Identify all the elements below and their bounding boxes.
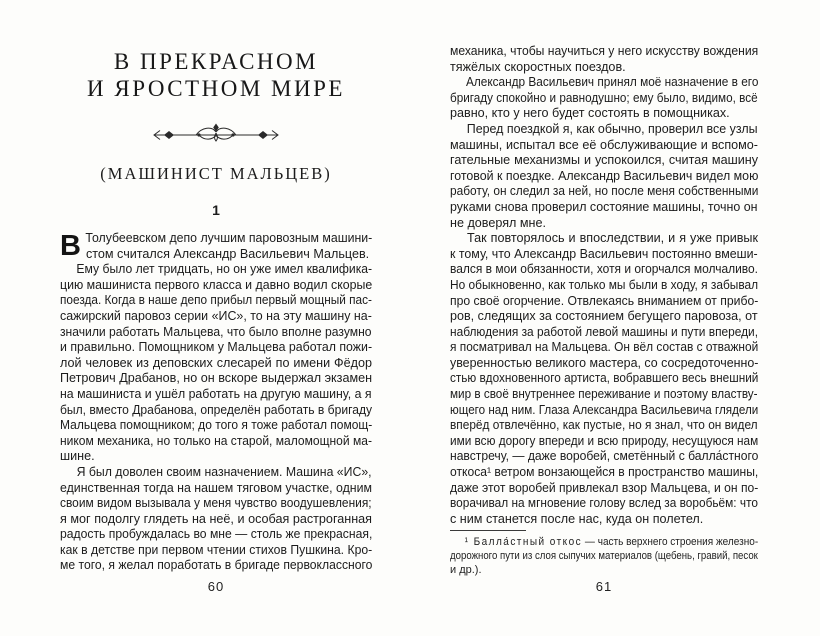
- page-left: [60, 0, 372, 636]
- section-number: 1: [212, 202, 220, 218]
- text-line: Александр Васильевич принял моё назначение в его: [465, 75, 759, 90]
- story-subtitle: (МАШИНИСТ МАЛЬЦЕВ): [100, 164, 332, 183]
- text-line: цию машиниста первого класса и давно водил скорые: [60, 277, 373, 292]
- footnote-line: [450, 536, 759, 550]
- text-line: вался в мои обязанности, хотя и огорчался молчаливо.: [450, 262, 758, 277]
- text-line: на машиниста и ушёл работать на другую машину, а я: [60, 386, 372, 401]
- footnote: [450, 530, 758, 577]
- text-line: ров, следящих за состоянием бегущего паровоза, от: [450, 309, 758, 324]
- text-line: откоса¹ ветром вонзающейся в пространство машины,: [450, 465, 759, 480]
- page-number-left: 60: [207, 579, 225, 594]
- text-line: Я был доволен своим назначением. Машина «ИС»,: [76, 464, 372, 479]
- text-line: вперёд отвлечённо, как пустые, но я знал, что он видел: [450, 418, 758, 433]
- text-line: уверенностью великого мастера, со сосредоточенно-: [450, 355, 759, 370]
- text-line: навстречу, — даже воробей, сметённый с балла́стного: [450, 449, 759, 464]
- text-line: гательные механизмы и успокоился, считая машину: [450, 153, 758, 168]
- text-line: как в детстве при первом чтении стихов Пушкина. Кро-: [60, 542, 373, 557]
- text-line: сажирский паровоз серии «ИС», то на эту машину на-: [60, 308, 372, 323]
- text-line: ющего над ним. Глаза Александра Васильевича глядели: [450, 402, 759, 417]
- footnote-term: ¹ Балла́стный откос: [464, 536, 583, 549]
- text-line: ворачивал на мгновение голову вслед за воробьём: что: [450, 496, 758, 511]
- text-line: Так повторялось и впоследствии, и я уже привык: [467, 231, 758, 246]
- text-line: равно, кто у него будет состоять в помощниках.: [450, 106, 730, 121]
- text-line: ими всю дорогу впереди и всю природу, несущуюся нам: [450, 433, 759, 448]
- text-line: механика, чтобы научиться у него искусству вождения: [450, 44, 759, 58]
- text-line: бригаду спокойно и равнодушно; ему было, видимо, всё: [450, 90, 758, 105]
- left-page-body: [60, 231, 372, 574]
- right-page-body: [450, 44, 758, 527]
- text-line: я посматривал на Мальцева. Он вёл состав с отважной: [450, 340, 759, 355]
- text-line: с ним станется после нас, куда он полетел.: [450, 511, 704, 526]
- text-line: Мальцева помощником; до того я тоже работал помощ-: [60, 418, 373, 433]
- text-line: работу, он следил за ней, но после меня собственными: [450, 184, 759, 199]
- text-line: готовой к поездке. Александр Васильевич видел мою: [450, 168, 759, 183]
- text-line: Петрович Драбанов, но он вскоре выдержал экзамен: [60, 371, 373, 386]
- text-line: Но обыкновенно, как только мы были в ходу, я забывал: [450, 277, 759, 292]
- text-line: радость пробуждалась во мне — столь же прекрасная,: [60, 527, 373, 542]
- text-line: стом считался Александр Васильевич Мальцев.: [85, 246, 370, 261]
- text-line: лой человек из деповских слесарей по имени Фёдор: [60, 355, 372, 370]
- text-line: я мог подолгу глядеть на неё, и особая растроганная: [60, 511, 372, 526]
- paragraph: [450, 75, 758, 122]
- paragraph: [450, 122, 758, 231]
- floral-divider-icon: [150, 120, 282, 148]
- text-line: был, вместо Драбанова, определён работать в бригаду: [60, 402, 373, 417]
- story-title-line2: И ЯРОСТНОМ МИРЕ: [87, 76, 345, 101]
- text-line: Перед поездкой я, как обычно, проверил все узлы: [466, 121, 758, 136]
- footnote-text: — часть верхнего строения железно-: [582, 536, 759, 549]
- paragraph: [450, 231, 758, 527]
- page-number-right: 61: [595, 579, 613, 594]
- text-line: значили работать Мальцева, что было вполне разумно: [60, 324, 372, 339]
- text-line: своим видом вызывала у меня чувство воодушевления;: [60, 496, 372, 511]
- text-line: ме того, я желал поработать в бригаде первоклассного: [60, 558, 373, 573]
- text-line: машины, испытал все её обслуживающие и вспомо-: [450, 137, 758, 152]
- text-line: шине.: [60, 449, 95, 464]
- text-line: стью вдохновенного артиста, вобравшего весь внешний: [450, 371, 759, 386]
- text-line: руками снова проверил состояние машины, точно он: [450, 199, 758, 214]
- text-line: не доверял мне.: [450, 215, 547, 230]
- text-line: тяжёлых скоростных поездов.: [450, 59, 626, 74]
- text-line: ником механика, но только на старой, маломощной ма-: [60, 433, 372, 448]
- drop-cap: В: [60, 230, 81, 262]
- divider-ornament: [60, 120, 372, 148]
- footnote-line: и др.).: [450, 564, 482, 576]
- text-line: и правильно. Помощником у Мальцева работал пожи-: [60, 340, 373, 355]
- footnote-rule: [450, 530, 526, 531]
- page-right: [450, 0, 758, 636]
- text-line: про своё огорчение. Отвлекаясь вниманием от прибо-: [450, 293, 759, 308]
- text-line: единственная тогда на нашем тяговом участке, одним: [60, 480, 373, 495]
- text-line: мир в своё внутреннее переживание и поэтому властву-: [450, 387, 758, 402]
- text-line: наблюдения за работой левой машины и пути впереди,: [450, 324, 758, 339]
- story-title: [60, 48, 372, 102]
- text-line: даже этот воробей привлекал взор Мальцева, и он по-: [450, 480, 759, 495]
- paragraph: [450, 44, 758, 75]
- story-title-line1: В ПРЕКРАСНОМ: [113, 49, 319, 74]
- paragraph: [60, 262, 372, 465]
- text-line: Толубеевском депо лучшим паровозным машини-: [85, 231, 373, 245]
- paragraph: [60, 465, 372, 574]
- paragraph: [60, 231, 372, 262]
- text-line: поезда. Когда в наше депо прибыл первый мощный пас-: [60, 293, 372, 308]
- text-line: к тому, что Александр Васильевич постоянно вмеши-: [450, 246, 758, 261]
- footnote-line: дорожного пути из слоя сыпучих материалов (щебень, гравий, песок: [450, 550, 758, 563]
- text-line: Ему было лет тридцать, но он уже имел квалифика-: [76, 262, 373, 277]
